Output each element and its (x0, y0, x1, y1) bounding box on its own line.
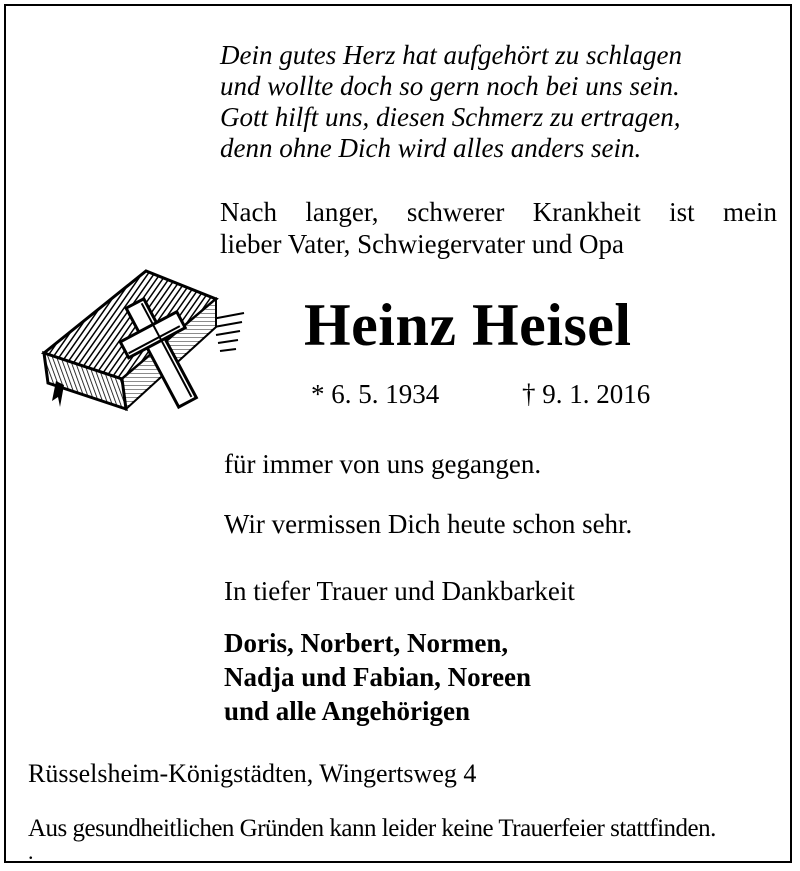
poem-line: und wollte doch so gern noch bei uns sein. (220, 71, 680, 101)
poem-line: Dein gutes Herz hat aufgehört zu schlagen (220, 40, 682, 70)
intro-line: Nach langer, schwerer Krankheit ist mein (220, 197, 777, 227)
poem (220, 40, 682, 164)
mourning-text: In tiefer Trauer und Dankbarkeit (224, 576, 575, 606)
mourners (224, 626, 531, 728)
trailing-mark: . (28, 839, 34, 864)
obituary-notice (4, 4, 792, 863)
death-date: † 9. 1. 2016 (522, 379, 651, 409)
mourners-line: und alle Angehörigen (224, 696, 471, 726)
bible-with-cross-icon (34, 261, 246, 421)
intro-line: lieber Vater, Schwiegervater und Opa (220, 229, 625, 259)
address: Rüsselsheim-Königstädten, Wingertsweg 4 (28, 759, 477, 788)
deceased-name: Heinz Heisel (304, 292, 632, 358)
passed-away-text: für immer von uns gegangen. (224, 449, 542, 479)
funeral-notice: Aus gesundheitlichen Gründen kann leider keine Trauerfeier stattfinden. (28, 815, 716, 842)
poem-line: Gott hilft uns, diesen Schmerz zu ertragen, (220, 102, 681, 132)
mourners-line: Nadja und Fabian, Noreen (224, 662, 532, 692)
miss-you-text: Wir vermissen Dich heute schon sehr. (224, 509, 633, 539)
birth-date: * 6. 5. 1934 (311, 379, 440, 409)
mourners-line: Doris, Norbert, Normen, (224, 628, 509, 658)
poem-line: denn ohne Dich wird alles anders sein. (220, 133, 642, 163)
intro-text (220, 196, 777, 260)
